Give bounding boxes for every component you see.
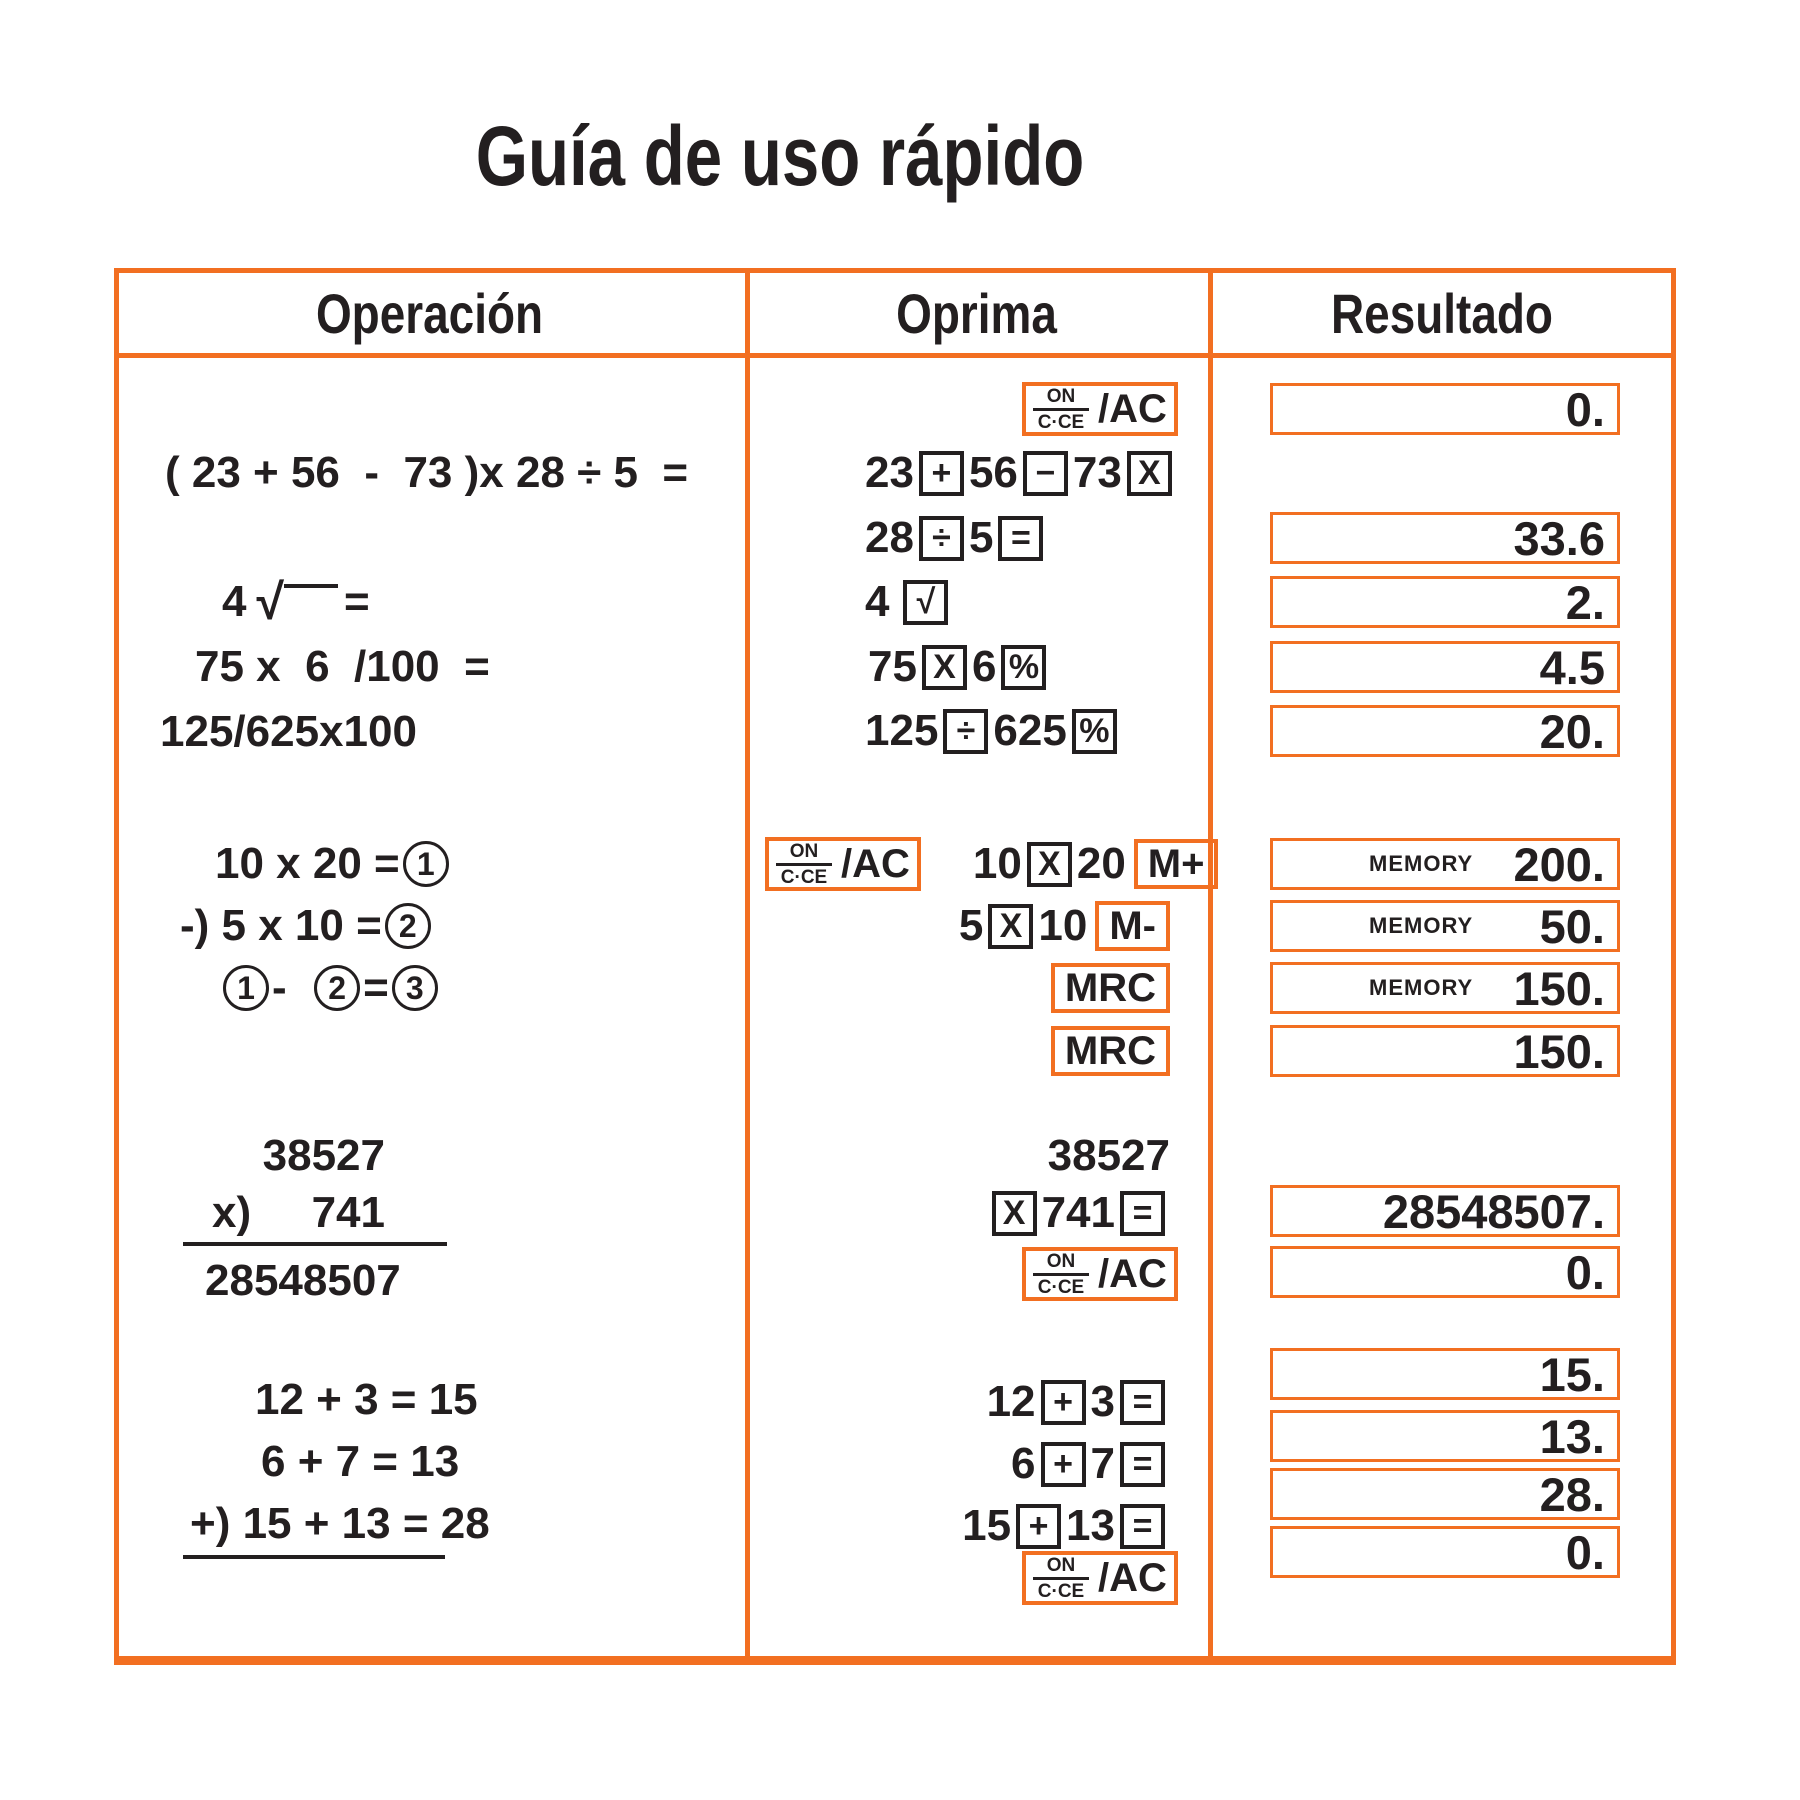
circled-1: 1 — [223, 965, 269, 1011]
keypress-text: 20 — [1076, 839, 1126, 888]
operation-text: = — [363, 963, 389, 1012]
key-equals: = — [1120, 1380, 1165, 1425]
page-title: Guía de uso rápido — [475, 109, 1085, 203]
keypress-row-percent-2 — [865, 705, 1122, 757]
operation-sum-3 — [190, 1498, 490, 1550]
display-value: 33.6 — [1513, 511, 1605, 565]
on-label: ON — [789, 840, 819, 862]
display-value: 150. — [1513, 1024, 1605, 1078]
operation-text: 28548507 — [205, 1256, 401, 1305]
key-memory-minus: M- — [1095, 901, 1170, 951]
ac-label: /AC — [841, 842, 910, 886]
display-result — [1270, 641, 1620, 693]
display-result — [1270, 576, 1620, 628]
keypress-text: 75 — [868, 642, 917, 691]
display-result — [1270, 383, 1620, 435]
operation-text: x) — [212, 1188, 252, 1237]
keypress-text: 6 — [971, 642, 997, 691]
keypress-text: 625 — [993, 706, 1067, 755]
operation-text: 741 — [311, 1188, 385, 1237]
operation-text: +) 15 + 13 = 28 — [190, 1499, 490, 1548]
keypress-row-clear-2 — [1022, 1248, 1178, 1300]
keypress-text: 7 — [1090, 1439, 1115, 1488]
operation-text: 38527 — [262, 1131, 385, 1180]
display-value: 200. — [1513, 837, 1605, 891]
display-result — [1270, 838, 1620, 890]
operation-sqrt — [222, 576, 370, 628]
display-value: 0. — [1565, 1525, 1605, 1579]
keypress-row-percent-1 — [868, 641, 1051, 693]
key-divide: ÷ — [919, 516, 964, 561]
circled-1: 1 — [403, 841, 449, 887]
operation-text: 10 x 20 = — [215, 839, 400, 888]
keypress-row-mrc-1 — [1043, 962, 1170, 1014]
display-result — [1270, 705, 1620, 757]
display-result — [1270, 1468, 1620, 1520]
circled-3: 3 — [392, 965, 438, 1011]
key-sqrt: √ — [903, 580, 948, 625]
display-value: 13. — [1539, 1409, 1605, 1463]
sum-rule-line — [183, 1555, 445, 1559]
keypress-text: 12 — [986, 1377, 1036, 1426]
on-label: ON — [1046, 385, 1076, 407]
memory-indicator: MEMORY — [1369, 913, 1474, 938]
memory-indicator: MEMORY — [1369, 975, 1474, 1000]
keypress-row-sum-2 — [1011, 1438, 1170, 1490]
cce-label: C·CE — [1037, 1580, 1085, 1602]
operation-memory-3 — [220, 962, 441, 1014]
operation-sum-1 — [255, 1374, 478, 1426]
operation-mult-operand-2 — [212, 1187, 385, 1239]
ac-label: /AC — [1098, 1556, 1167, 1600]
operation-text: - — [272, 963, 312, 1012]
on-label: ON — [1046, 1250, 1076, 1272]
key-mrc: MRC — [1051, 1026, 1170, 1076]
keypress-row-mplus — [765, 838, 1218, 890]
key-divide: ÷ — [943, 709, 988, 754]
key-plus: + — [1041, 1380, 1086, 1425]
keypress-text: 741 — [1041, 1188, 1115, 1237]
keypress-text: 28 — [865, 513, 914, 562]
column-header-oprima: Oprima — [896, 282, 1057, 345]
operation-text: 6 + 7 = 13 — [261, 1437, 460, 1486]
operation-memory-1 — [215, 838, 452, 890]
fraction-bar — [1033, 1577, 1089, 1580]
column-divider-2 — [1208, 268, 1213, 1660]
keypress-text: 13 — [1066, 1501, 1115, 1550]
display-value: 50. — [1539, 899, 1605, 953]
display-value: 0. — [1565, 382, 1605, 436]
keypress-row-sqrt — [865, 576, 953, 628]
keypress-row-mult-operand — [1048, 1130, 1170, 1182]
display-value: 4.5 — [1539, 640, 1605, 694]
operation-text: 75 x 6 /100 = — [195, 642, 490, 691]
key-memory-plus: M+ — [1134, 839, 1219, 889]
display-result — [1270, 962, 1620, 1014]
display-result — [1270, 1410, 1620, 1462]
operation-text: = — [343, 577, 370, 626]
key-equals: = — [1120, 1504, 1165, 1549]
operation-text: 4 — [222, 577, 247, 626]
fraction-bar — [776, 863, 832, 866]
key-equals: = — [1120, 1191, 1165, 1236]
display-result — [1270, 1526, 1620, 1578]
key-plus: + — [919, 451, 964, 496]
display-value: 15. — [1539, 1347, 1605, 1401]
key-times: X — [1127, 451, 1172, 496]
display-result — [1270, 1246, 1620, 1298]
ac-label: /AC — [1098, 387, 1167, 431]
display-result — [1270, 900, 1620, 952]
display-value: 20. — [1539, 704, 1605, 758]
keypress-row-sum-3 — [962, 1500, 1170, 1552]
operation-text: ( 23 + 56 - 73 )x 28 ÷ 5 = — [165, 448, 689, 497]
key-times: X — [988, 904, 1033, 949]
key-percent: % — [1001, 645, 1046, 690]
fraction-bar — [1033, 408, 1089, 411]
display-result — [1270, 1185, 1620, 1237]
on-label: ON — [1046, 1554, 1076, 1576]
key-on-ac — [765, 837, 921, 891]
operation-text: -) 5 x 10 = — [180, 901, 382, 950]
keypress-row-clear-3 — [1022, 1552, 1178, 1604]
operation-percent-1 — [195, 641, 490, 693]
key-plus: + — [1016, 1504, 1061, 1549]
key-times: X — [1027, 842, 1072, 887]
column-divider-1 — [745, 268, 750, 1660]
key-on-ac — [1022, 1551, 1178, 1605]
keypress-text: 38527 — [1047, 1131, 1170, 1180]
operation-mult-operand-1 — [180, 1130, 385, 1182]
display-value: 0. — [1565, 1245, 1605, 1299]
keypress-text: 73 — [1072, 448, 1122, 497]
keypress-row-sum-1 — [987, 1376, 1170, 1428]
keypress-text: 6 — [1011, 1439, 1036, 1488]
display-result — [1270, 1348, 1620, 1400]
keypress-text: 15 — [962, 1501, 1012, 1550]
fraction-bar — [1033, 1273, 1089, 1276]
keypress-text: 10 — [972, 839, 1022, 888]
keypress-row-clear — [1022, 383, 1178, 435]
memory-indicator: MEMORY — [1369, 851, 1474, 876]
ac-label: /AC — [1098, 1252, 1167, 1296]
display-value: 150. — [1513, 961, 1605, 1015]
operation-text: 12 + 3 = 15 — [255, 1375, 478, 1424]
circled-2: 2 — [385, 903, 431, 949]
key-equals: = — [998, 516, 1043, 561]
keypress-row-2 — [865, 512, 1048, 564]
multiplication-rule-line — [183, 1242, 447, 1246]
display-value: 28548507. — [1382, 1184, 1605, 1238]
keypress-text: 56 — [968, 448, 1018, 497]
operation-expression — [165, 447, 688, 499]
operation-memory-2 — [180, 900, 434, 952]
cce-label: C·CE — [1037, 411, 1085, 433]
keypress-row-1 — [865, 447, 1177, 499]
keypress-text: 4 — [865, 577, 890, 626]
cce-label: C·CE — [780, 866, 828, 888]
key-equals: = — [1120, 1442, 1165, 1487]
key-times: X — [992, 1191, 1037, 1236]
key-percent: % — [1072, 709, 1117, 754]
header-divider — [114, 353, 1676, 358]
key-plus: + — [1041, 1442, 1086, 1487]
circled-2: 2 — [314, 965, 360, 1011]
keypress-text: 10 — [1038, 901, 1088, 950]
display-result — [1270, 512, 1620, 564]
keypress-row-mminus — [959, 900, 1170, 952]
radical-sign-icon: √ — [256, 581, 337, 623]
keypress-text: 5 — [968, 513, 994, 562]
keypress-text: 3 — [1090, 1377, 1115, 1426]
operation-sum-2 — [261, 1436, 459, 1488]
display-value: 2. — [1565, 575, 1605, 629]
key-times: X — [922, 645, 967, 690]
key-mrc: MRC — [1051, 963, 1170, 1013]
key-on-ac — [1022, 1247, 1178, 1301]
cce-label: C·CE — [1037, 1276, 1085, 1298]
keypress-text: 125 — [865, 706, 939, 755]
operation-mult-result — [205, 1255, 401, 1307]
operation-percent-2 — [160, 706, 417, 758]
display-result — [1270, 1025, 1620, 1077]
keypress-text: 23 — [865, 448, 914, 497]
key-minus: − — [1023, 451, 1068, 496]
column-header-operacion: Operación — [315, 282, 544, 345]
key-on-ac — [1022, 382, 1178, 436]
keypress-row-mult — [987, 1187, 1170, 1239]
operation-text: 125/625x100 — [160, 707, 417, 756]
keypress-text: 5 — [958, 901, 984, 950]
keypress-row-mrc-2 — [1043, 1025, 1170, 1077]
column-header-resultado: Resultado — [1331, 282, 1553, 345]
display-value: 28. — [1539, 1467, 1605, 1521]
